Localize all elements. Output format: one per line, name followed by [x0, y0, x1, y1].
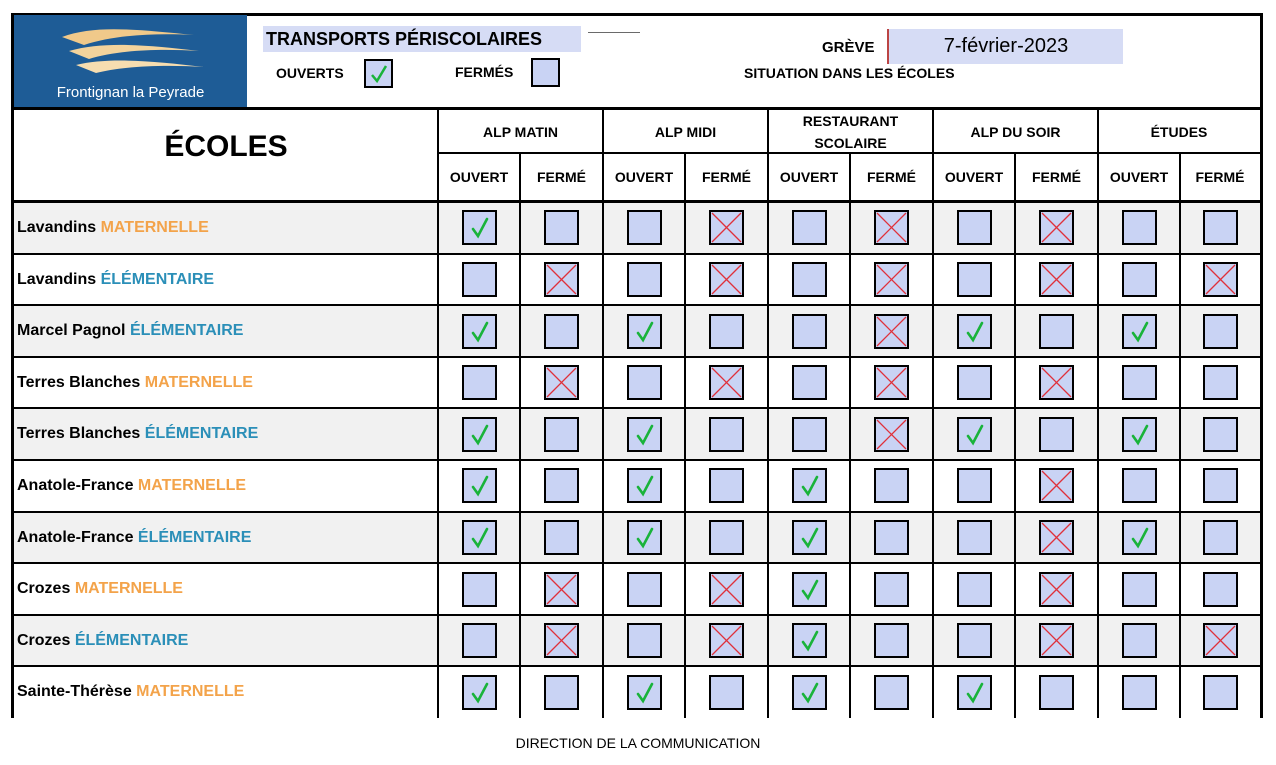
school-label: Anatole-France — [17, 477, 134, 494]
cross-icon — [711, 212, 742, 243]
status-box-open — [957, 468, 992, 503]
school-label: Lavandins — [17, 219, 97, 236]
cross-icon — [546, 367, 577, 398]
status-box-open — [792, 520, 827, 555]
status-box-closed — [1203, 417, 1238, 452]
status-box-closed — [544, 572, 579, 607]
grid-header-line — [11, 200, 1263, 203]
cross-icon — [876, 264, 907, 295]
grid-row-line — [11, 459, 1263, 461]
title-rule — [588, 32, 640, 33]
status-box-open — [957, 210, 992, 245]
grid-column-line — [1179, 153, 1181, 718]
status-box-closed — [874, 675, 909, 710]
check-icon — [629, 470, 660, 501]
status-box-closed — [709, 675, 744, 710]
status-box-closed — [1203, 623, 1238, 658]
subheader-open: OUVERT — [449, 169, 509, 185]
subheader-closed: FERMÉ — [537, 169, 586, 185]
school-name — [17, 254, 214, 306]
status-box-open — [957, 520, 992, 555]
status-box-closed — [874, 623, 909, 658]
grid-row-line — [11, 511, 1263, 513]
status-box-closed — [709, 417, 744, 452]
school-label: Anatole-France — [17, 528, 134, 546]
status-box-open — [627, 417, 662, 452]
status-box-closed — [1203, 262, 1238, 297]
status-box-closed — [1203, 468, 1238, 503]
status-box-open — [792, 468, 827, 503]
status-box-open — [462, 210, 497, 245]
status-box-closed — [709, 210, 744, 245]
status-box-closed — [874, 210, 909, 245]
status-box-closed — [544, 417, 579, 452]
status-box-open — [462, 314, 497, 349]
status-box-open — [1122, 417, 1157, 452]
check-icon — [464, 316, 495, 347]
school-level: ÉLÉMENTAIRE — [100, 270, 215, 288]
status-box-open — [792, 365, 827, 400]
status-box-closed — [1203, 520, 1238, 555]
school-name — [17, 563, 183, 615]
column-group-header: ALP DU SOIR — [970, 123, 1061, 140]
status-box-open — [462, 675, 497, 710]
status-box-open — [627, 468, 662, 503]
school-level: MATERNELLE — [144, 373, 253, 391]
status-box-open — [627, 314, 662, 349]
status-box-closed — [1039, 210, 1074, 245]
subheader-open: OUVERT — [779, 169, 839, 185]
legend-closed-box — [531, 58, 560, 87]
grid-column-line — [1014, 153, 1016, 718]
school-name — [17, 202, 209, 254]
status-box-open — [462, 520, 497, 555]
status-box-closed — [874, 262, 909, 297]
status-box-open — [957, 417, 992, 452]
check-icon — [794, 625, 825, 656]
status-box-closed — [874, 314, 909, 349]
cross-icon — [546, 574, 577, 605]
status-box-open — [957, 572, 992, 607]
status-box-closed — [1039, 572, 1074, 607]
cross-icon — [1041, 367, 1072, 398]
legend-open-label: OUVERTS — [276, 65, 344, 81]
school-label: Crozes — [17, 631, 71, 649]
check-icon — [366, 61, 392, 87]
page-title: TRANSPORTS PÉRISCOLAIRES — [263, 26, 581, 52]
grid-column-line — [684, 153, 686, 718]
cross-icon — [1041, 470, 1072, 501]
check-icon — [1124, 316, 1155, 347]
school-level: MATERNELLE — [137, 477, 247, 494]
grid-row-line — [11, 407, 1263, 409]
cross-icon — [876, 419, 907, 450]
cross-icon — [546, 625, 577, 656]
status-box-open — [1122, 468, 1157, 503]
column-group-header: ALP MIDI — [654, 123, 717, 140]
status-box-open — [462, 417, 497, 452]
check-icon — [629, 316, 660, 347]
check-icon — [959, 677, 990, 708]
status-box-closed — [1039, 675, 1074, 710]
status-box-closed — [874, 572, 909, 607]
cross-icon — [711, 264, 742, 295]
check-icon — [629, 419, 660, 450]
status-box-closed — [544, 520, 579, 555]
status-box-open — [957, 314, 992, 349]
status-box-closed — [874, 417, 909, 452]
column-group-header: ALP MATIN — [483, 123, 558, 140]
status-box-closed — [709, 365, 744, 400]
footer-text: DIRECTION DE LA COMMUNICATION — [515, 735, 761, 751]
column-group-header: ÉTUDES — [1150, 123, 1208, 140]
status-box-closed — [874, 365, 909, 400]
town-logo — [14, 15, 247, 107]
status-box-open — [792, 210, 827, 245]
status-box-closed — [1039, 262, 1074, 297]
subheader-closed: FERMÉ — [1195, 169, 1245, 185]
subheader-closed: FERMÉ — [702, 169, 751, 185]
school-label: Terres Blanches — [17, 373, 141, 391]
status-box-open — [627, 623, 662, 658]
grid-row-line — [11, 304, 1263, 306]
status-box-open — [792, 572, 827, 607]
status-box-closed — [709, 468, 744, 503]
status-box-closed — [1039, 623, 1074, 658]
check-icon — [464, 212, 495, 243]
status-box-open — [1122, 520, 1157, 555]
schools-header: ÉCOLES — [164, 130, 288, 163]
status-box-closed — [874, 520, 909, 555]
cross-icon — [711, 367, 742, 398]
status-box-open — [627, 675, 662, 710]
school-level: MATERNELLE — [74, 580, 183, 598]
school-name — [17, 460, 246, 512]
legend-open-box — [364, 59, 393, 88]
status-box-closed — [544, 623, 579, 658]
school-label: Lavandins — [17, 270, 97, 288]
cross-icon — [711, 574, 742, 605]
subheader-closed: FERMÉ — [867, 169, 916, 185]
status-box-closed — [544, 314, 579, 349]
check-icon — [959, 316, 990, 347]
grid-row-line — [11, 356, 1263, 358]
school-level: ÉLÉMENTAIRE — [144, 425, 259, 443]
status-box-closed — [544, 365, 579, 400]
check-icon — [794, 574, 825, 605]
check-icon — [794, 522, 825, 553]
status-box-open — [1122, 314, 1157, 349]
status-box-open — [792, 675, 827, 710]
school-label: Terres Blanches — [17, 425, 141, 443]
cross-icon — [711, 625, 742, 656]
cross-icon — [546, 264, 577, 295]
status-box-open — [792, 417, 827, 452]
grid-subheader-line — [438, 152, 1260, 154]
cross-icon — [1041, 625, 1072, 656]
status-box-open — [627, 365, 662, 400]
status-box-open — [462, 262, 497, 297]
cross-icon — [1041, 264, 1072, 295]
status-box-closed — [709, 520, 744, 555]
check-icon — [464, 522, 495, 553]
cross-icon — [876, 212, 907, 243]
check-icon — [794, 677, 825, 708]
school-level: MATERNELLE — [100, 219, 209, 236]
status-box-open — [462, 623, 497, 658]
school-level: ÉLÉMENTAIRE — [74, 631, 189, 649]
school-level: ÉLÉMENTAIRE — [137, 528, 252, 546]
status-box-open — [957, 365, 992, 400]
school-name — [17, 408, 258, 460]
cross-icon — [1205, 264, 1236, 295]
check-icon — [1124, 419, 1155, 450]
status-box-closed — [544, 210, 579, 245]
school-label: Crozes — [17, 580, 71, 598]
status-box-closed — [1203, 210, 1238, 245]
subheader-open: OUVERT — [1109, 169, 1169, 185]
check-icon — [959, 419, 990, 450]
school-label: Sainte-Thérèse — [17, 683, 132, 701]
status-box-open — [957, 262, 992, 297]
status-box-open — [1122, 210, 1157, 245]
school-name — [17, 666, 244, 718]
status-box-closed — [544, 468, 579, 503]
status-box-open — [792, 623, 827, 658]
school-label: Marcel Pagnol — [17, 322, 126, 340]
school-name — [17, 615, 188, 667]
school-name — [17, 512, 251, 564]
status-box-closed — [709, 623, 744, 658]
cross-icon — [876, 367, 907, 398]
cross-icon — [1041, 522, 1072, 553]
status-box-closed — [709, 314, 744, 349]
status-box-closed — [1203, 365, 1238, 400]
cross-icon — [1041, 574, 1072, 605]
grid-row-line — [11, 253, 1263, 255]
status-box-closed — [709, 572, 744, 607]
cross-icon — [1205, 625, 1236, 656]
check-icon — [464, 470, 495, 501]
status-box-open — [957, 623, 992, 658]
school-name — [17, 305, 243, 357]
status-box-open — [1122, 572, 1157, 607]
cross-icon — [1041, 212, 1072, 243]
subheader-open: OUVERT — [614, 169, 674, 185]
cross-icon — [876, 316, 907, 347]
strike-date: 7-février-2023 — [887, 29, 1123, 64]
wave-logo-icon — [14, 15, 247, 95]
status-box-closed — [1039, 468, 1074, 503]
school-level: MATERNELLE — [136, 683, 245, 701]
check-icon — [1124, 522, 1155, 553]
status-box-closed — [1203, 314, 1238, 349]
status-box-closed — [1203, 572, 1238, 607]
grid-row-line — [11, 614, 1263, 616]
grid-column-line — [849, 153, 851, 718]
school-name — [17, 357, 253, 409]
status-box-closed — [1039, 314, 1074, 349]
status-box-open — [957, 675, 992, 710]
check-icon — [464, 419, 495, 450]
logo-text: Frontignan la Peyrade — [56, 84, 205, 101]
situation-label: SITUATION DANS LES ÉCOLES — [744, 65, 955, 81]
legend-closed-label: FERMÉS — [455, 64, 514, 80]
status-box-closed — [1203, 675, 1238, 710]
status-box-open — [627, 520, 662, 555]
status-box-open — [792, 262, 827, 297]
status-box-closed — [1039, 520, 1074, 555]
status-box-open — [1122, 675, 1157, 710]
check-icon — [629, 677, 660, 708]
grid-row-line — [11, 562, 1263, 564]
status-box-closed — [1039, 417, 1074, 452]
status-box-closed — [544, 675, 579, 710]
status-box-open — [627, 572, 662, 607]
subheader-closed: FERMÉ — [1032, 169, 1081, 185]
status-box-open — [627, 210, 662, 245]
status-box-open — [1122, 623, 1157, 658]
status-box-open — [462, 365, 497, 400]
status-box-closed — [544, 262, 579, 297]
check-icon — [629, 522, 660, 553]
status-box-open — [627, 262, 662, 297]
status-box-open — [462, 468, 497, 503]
status-box-closed — [709, 262, 744, 297]
greve-label: GRÈVE — [822, 39, 875, 56]
school-level: ÉLÉMENTAIRE — [129, 322, 244, 340]
status-box-open — [1122, 365, 1157, 400]
status-box-open — [792, 314, 827, 349]
check-icon — [794, 470, 825, 501]
status-box-closed — [1039, 365, 1074, 400]
status-box-open — [462, 572, 497, 607]
status-box-closed — [874, 468, 909, 503]
check-icon — [464, 677, 495, 708]
grid-row-line — [11, 665, 1263, 667]
grid-column-line — [519, 153, 521, 718]
subheader-open: OUVERT — [944, 169, 1004, 185]
column-group-header: RESTAURANT SCOLAIRE — [802, 112, 899, 151]
status-box-open — [1122, 262, 1157, 297]
